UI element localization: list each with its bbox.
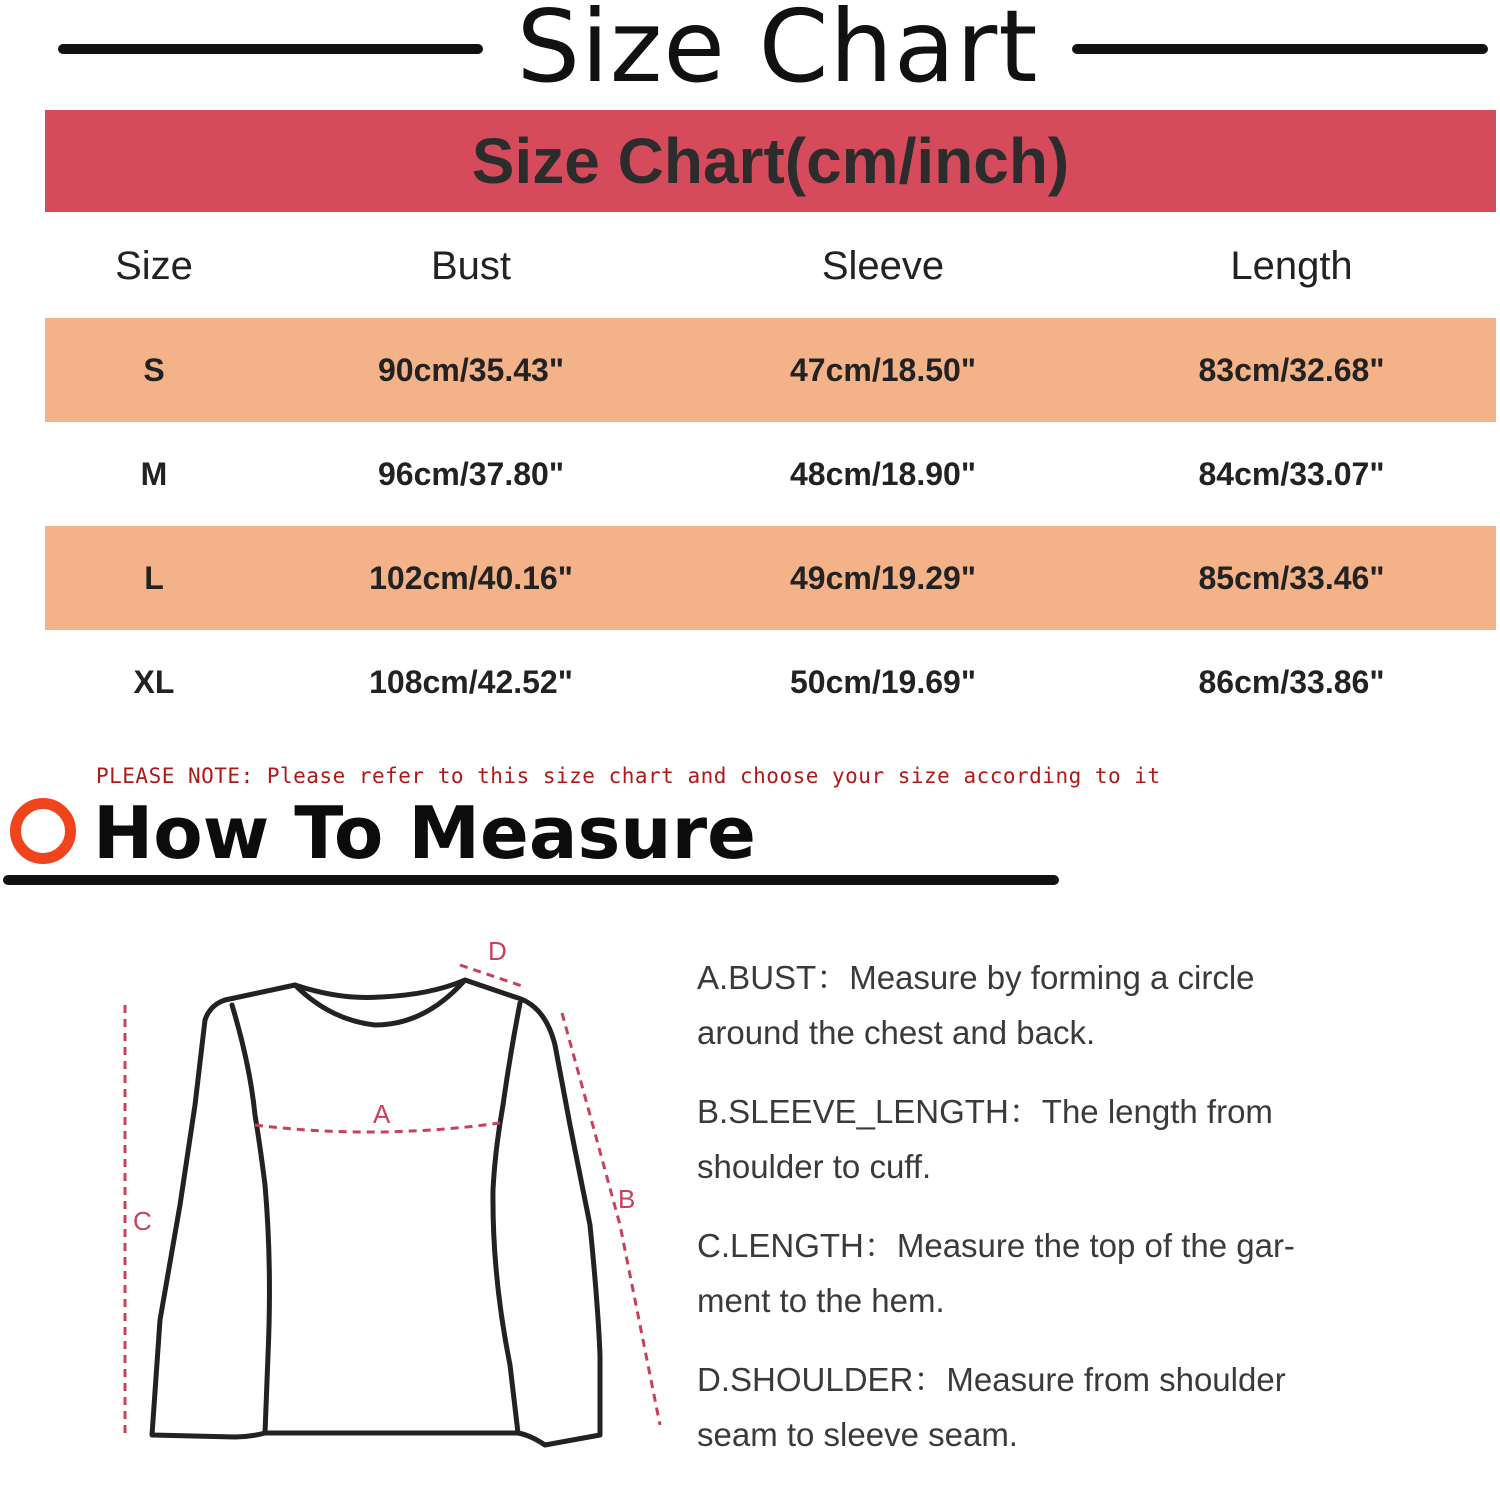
instruction-length xyxy=(697,1218,1477,1328)
instruction-label: C.LENGTH： xyxy=(697,1227,897,1264)
instruction-text: The length from xyxy=(1041,1093,1273,1130)
instruction-label: A.BUST： xyxy=(697,959,850,996)
table-row xyxy=(45,630,1496,734)
cell-size: XL xyxy=(133,663,175,700)
cell-length: 83cm/32.68" xyxy=(1198,351,1385,388)
instruction-text: Measure by forming a circle xyxy=(849,959,1255,996)
table-row xyxy=(45,526,1496,630)
size-chart-title-block xyxy=(0,0,1500,105)
instruction-bust xyxy=(697,950,1477,1060)
banner-title: Size Chart(cm/inch) xyxy=(471,125,1070,197)
table-row xyxy=(45,318,1496,422)
instruction-text: Measure from shoulder xyxy=(946,1361,1286,1398)
size-chart-banner xyxy=(45,110,1496,212)
cell-sleeve: 48cm/18.90" xyxy=(790,455,976,492)
header-length: Length xyxy=(1230,243,1353,288)
cell-size: L xyxy=(144,559,164,596)
title-rule-left xyxy=(58,44,483,54)
instruction-sleeve xyxy=(697,1084,1477,1194)
ring-icon xyxy=(10,798,76,864)
cell-length: 85cm/33.46" xyxy=(1198,559,1385,596)
cell-length: 84cm/33.07" xyxy=(1198,455,1385,492)
please-note: PLEASE NOTE: Please refer to this size chart and choose your size according to it xyxy=(96,764,1161,788)
cell-sleeve: 50cm/19.69" xyxy=(790,663,976,700)
heading-underline xyxy=(3,875,1059,885)
how-to-measure-heading-block xyxy=(0,790,1070,890)
header-sleeve: Sleeve xyxy=(821,243,945,288)
cell-size: S xyxy=(143,351,165,388)
cell-bust: 108cm/42.52" xyxy=(369,663,573,700)
diagram-label-c: C xyxy=(133,1206,152,1236)
diagram-label-a: A xyxy=(373,1099,391,1129)
instruction-text: shoulder to cuff. xyxy=(697,1148,932,1185)
instruction-text: seam to sleeve seam. xyxy=(697,1416,1018,1453)
cell-bust: 90cm/35.43" xyxy=(378,351,564,388)
header-size: Size xyxy=(115,243,193,288)
instruction-text: ment to the hem. xyxy=(697,1282,945,1319)
title-rule-right xyxy=(1072,44,1488,54)
instruction-shoulder xyxy=(697,1352,1477,1462)
instruction-text: Measure the top of the gar- xyxy=(896,1227,1295,1264)
cell-bust: 102cm/40.16" xyxy=(369,559,573,596)
table-header-row xyxy=(45,214,1496,318)
left-sleeve-seam xyxy=(232,1005,269,1433)
instruction-label: B.SLEEVE_LENGTH： xyxy=(697,1093,1042,1130)
size-table xyxy=(45,214,1496,734)
diagram-label-d: D xyxy=(488,936,507,966)
cell-bust: 96cm/37.80" xyxy=(378,455,564,492)
sleeve-measure-line xyxy=(562,1013,660,1425)
right-sleeve-seam xyxy=(493,1003,520,1433)
cell-length: 86cm/33.86" xyxy=(1198,663,1385,700)
diagram-label-b: B xyxy=(618,1184,636,1214)
cell-sleeve: 47cm/18.50" xyxy=(790,351,976,388)
cell-sleeve: 49cm/19.29" xyxy=(790,559,976,596)
how-to-measure-heading: How To Measure xyxy=(93,791,756,875)
instruction-label: D.SHOULDER： xyxy=(697,1361,947,1398)
header-bust: Bust xyxy=(430,243,512,288)
page-title: Size Chart xyxy=(516,0,1039,105)
instruction-text: around the chest and back. xyxy=(697,1014,1096,1051)
shirt-outline xyxy=(152,980,600,1445)
long-sleeve-shirt-icon xyxy=(100,925,680,1470)
table-row xyxy=(45,422,1496,526)
measure-instructions xyxy=(697,950,1477,1486)
cell-size: M xyxy=(140,455,168,492)
